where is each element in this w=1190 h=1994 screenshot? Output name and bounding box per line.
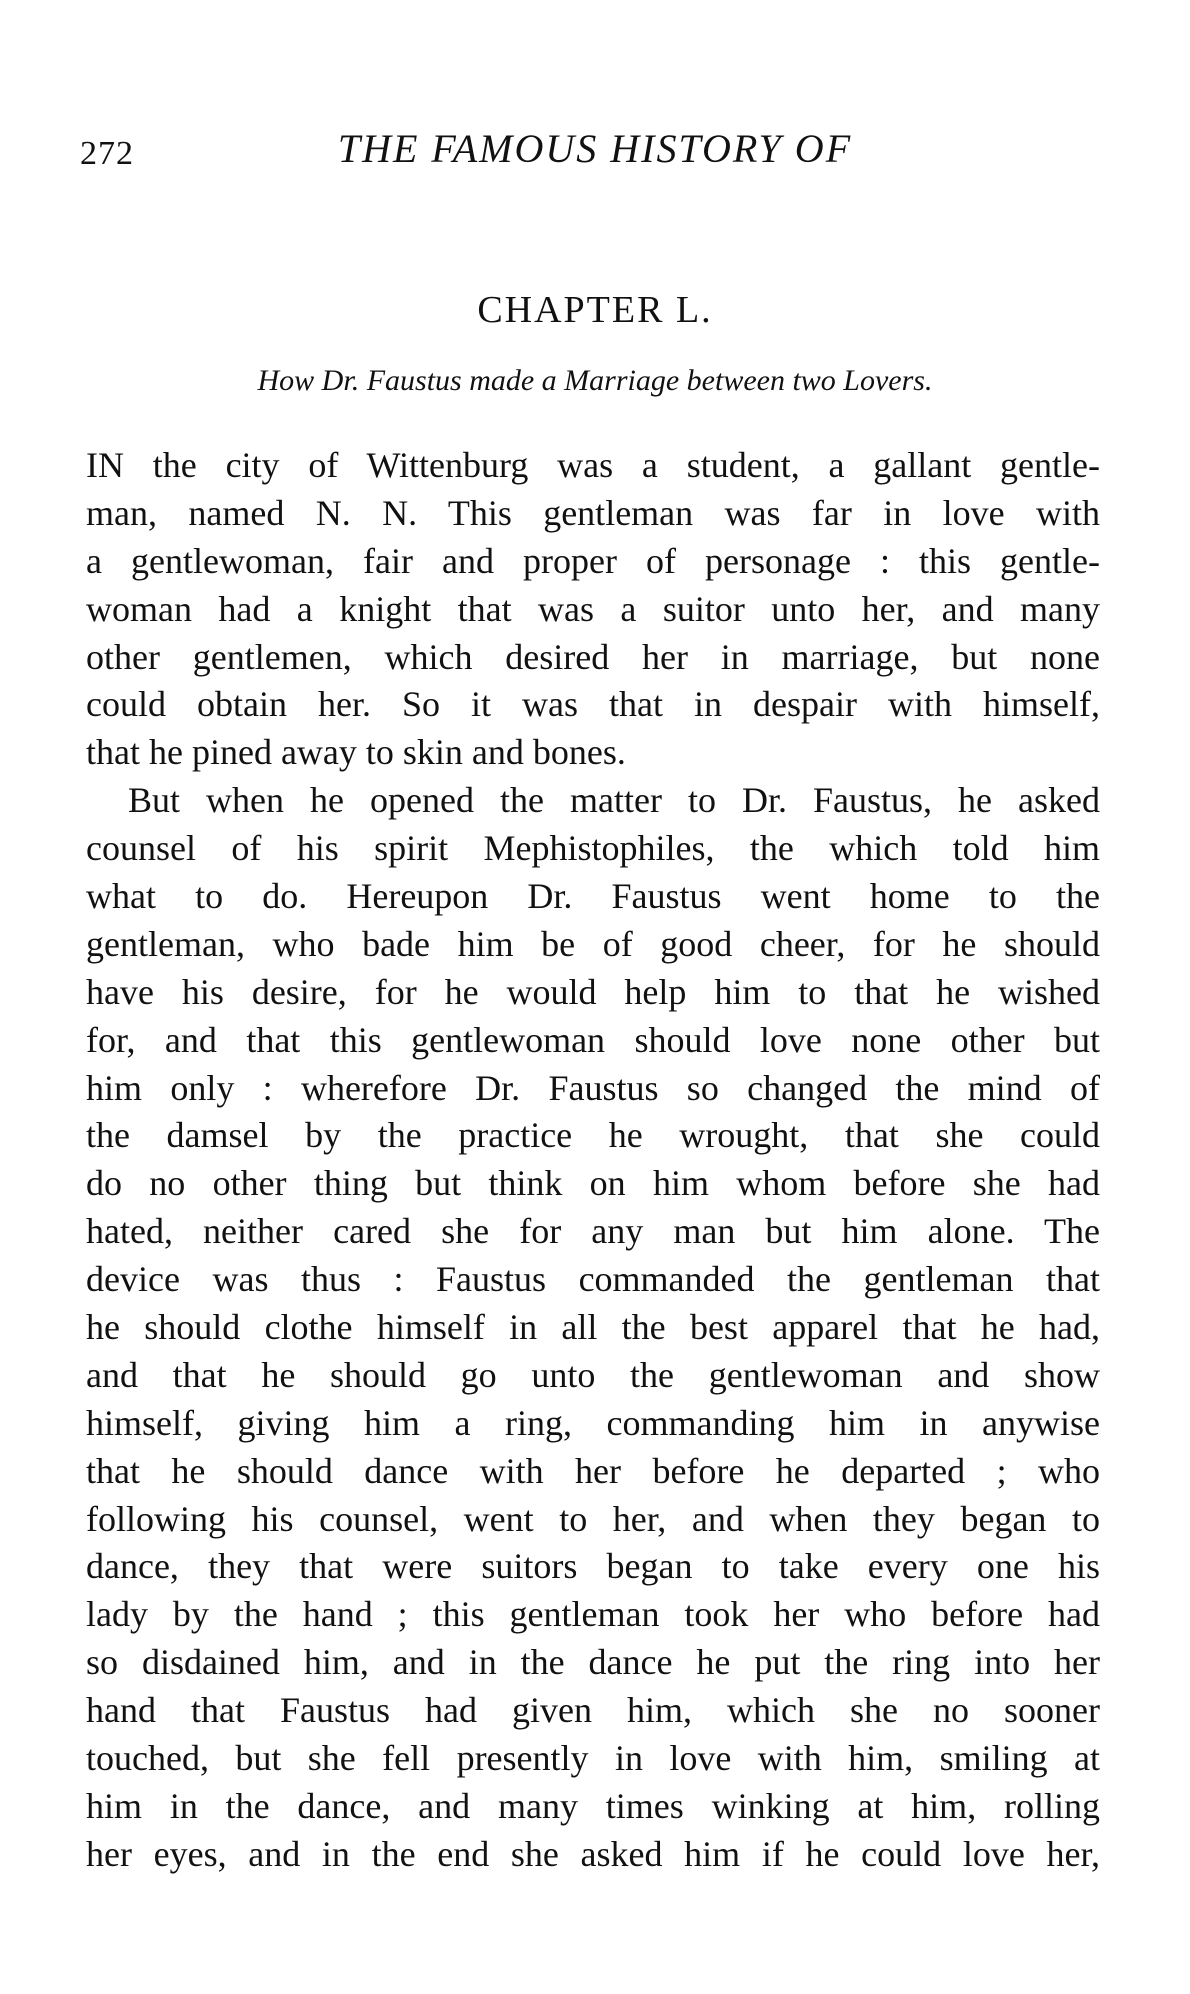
text-line: lady by the hand ; this gentleman took her who before had — [86, 1594, 1100, 1635]
text-line: But when he opened the matter to Dr. Faustus, he asked — [128, 780, 1100, 821]
text-line: device was thus : Faustus commanded the gentleman that — [86, 1259, 1100, 1300]
text-line: other gentlemen, which desired her in marriage, but none — [86, 636, 1100, 677]
text-line: woman had a knight that was a suitor unto her, and many — [86, 588, 1100, 629]
text-line: hated, neither cared she for any man but him alone. The — [86, 1211, 1100, 1252]
text-line: him in the dance, and many times winking at him, rolling — [86, 1785, 1100, 1826]
text-line: dance, they that were suitors began to take every one his — [86, 1546, 1100, 1587]
text-line: following his counsel, went to her, and when they began to — [86, 1498, 1100, 1539]
text-line: the damsel by the practice he wrought, that she could — [86, 1115, 1100, 1156]
text-line: that he should dance with her before he departed ; who — [86, 1450, 1100, 1491]
text-line: her eyes, and in the end she asked him if he could love her, — [86, 1833, 1100, 1874]
text-line: man, named N. N. This gentleman was far in love with — [86, 492, 1100, 533]
text-line: gentleman, who bade him be of good cheer, for he should — [86, 923, 1100, 964]
text-line: counsel of his spirit Mephistophiles, the which told him — [86, 828, 1100, 869]
body-text — [86, 442, 1100, 1879]
text-line: IN the city of Wittenburg was a student, a gallant gentle- — [86, 445, 1100, 485]
running-head — [80, 125, 1110, 185]
text-line: himself, giving him a ring, commanding him in anywise — [86, 1402, 1100, 1443]
text-line: he should clothe himself in all the best apparel that he had, — [86, 1307, 1100, 1348]
text-line: what to do. Hereupon Dr. Faustus went home to the — [86, 876, 1100, 917]
text-line: touched, but she fell presently in love with him, smiling at — [86, 1738, 1100, 1779]
text-line: and that he should go unto the gentlewoman and show — [86, 1354, 1100, 1395]
text-line: him only : wherefore Dr. Faustus so changed the mind of — [86, 1067, 1100, 1108]
text-line: have his desire, for he would help him to that he wished — [86, 971, 1100, 1012]
text-line: could obtain her. So it was that in despair with himself, — [86, 684, 1100, 725]
text-line: do no other thing but think on him whom before she had — [86, 1163, 1100, 1204]
text-line: so disdained him, and in the dance he put the ring into her — [86, 1642, 1100, 1683]
running-title: THE FAMOUS HISTORY OF — [337, 126, 853, 171]
text-line: a gentlewoman, fair and proper of personage : this gentle- — [86, 540, 1100, 581]
text-line: that he pined away to skin and bones. — [86, 732, 626, 773]
chapter-subtitle: How Dr. Faustus made a Marriage between two Lovers. — [257, 364, 933, 397]
page-number: 272 — [80, 135, 134, 172]
text-line: hand that Faustus had given him, which she no sooner — [86, 1690, 1100, 1731]
chapter-heading: CHAPTER L. — [477, 289, 713, 331]
text-line: for, and that this gentlewoman should love none other but — [86, 1019, 1100, 1060]
